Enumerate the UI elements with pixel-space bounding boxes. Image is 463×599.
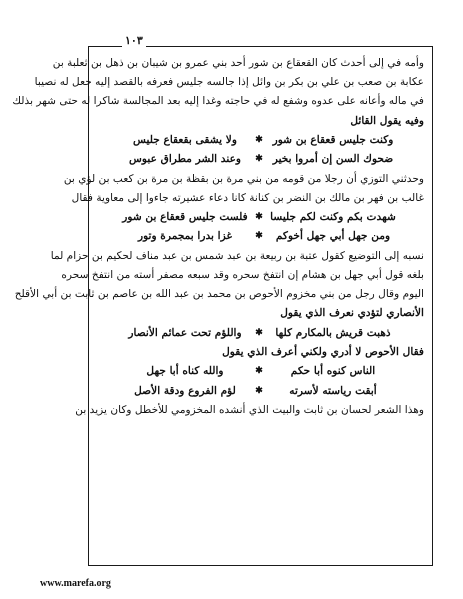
text-line: الأنصاري لتؤدي نعرف الذي يقول (280, 307, 424, 320)
verse-separator-star: ✱ (255, 212, 263, 223)
verse-first-hemistich: شهدت بكم وكنت لكم جليسا (270, 211, 396, 224)
verse-line (94, 227, 424, 246)
text-line: وفيه يقول القائل (350, 114, 424, 127)
verse-second-hemistich: ولا يشقى بقعقاع جليس (133, 133, 237, 146)
text-line: اليوم وقال رجل من بني مخزوم الأحوص بن محمد بن عبد الله بن عاصم بن ثابت بن أبي الأقلح (14, 288, 424, 301)
verse-first-hemistich: أبقت رياسته لأسرته (289, 384, 377, 397)
verse-separator-star: ✱ (255, 366, 263, 377)
text-line: وهذا الشعر لحسان بن ثابت والبيت الذي أنشده المخزومي للأخطل وكان يزيد بن (75, 404, 424, 417)
verse-line (94, 382, 424, 401)
text-line: فقال الأحوص لا أدري ولكني أعرف الذي يقول (222, 346, 424, 359)
verse-line (94, 324, 424, 343)
verse-separator-star: ✱ (255, 231, 263, 242)
footer-url: www.marefa.org (40, 578, 111, 589)
verse-separator-star: ✱ (255, 327, 263, 338)
text-line: وحدثني التوزي أن رجلا من قومه من بني مرة بن بقظة بن مرة بن كعب بن لؤي بن (63, 172, 424, 185)
page-number: ١٠٣ (122, 34, 146, 47)
verse-first-hemistich: ذهبت قريش بالمكارم كلها (275, 326, 391, 339)
text-line: في ماله وأعانه على عدوه وشفع له في حاجته وغدا إليه بعد المجالسة شاكرا له حتى شهر بذلك (12, 95, 424, 108)
verse-separator-star: ✱ (255, 154, 263, 165)
text-line: غالب بن فهر بن مالك بن النضر بن كنانة كانا دعاء عشيرته جاءوا إلى معاوية فقال (71, 191, 424, 204)
verse-first-hemistich: ومن جهل أبي جهل أخوكم (275, 230, 391, 243)
verse-line (94, 362, 424, 381)
text-line: نسبه إلى التوضيع كقول عتبة بن ربيعة بن عبد شمس بن عبد مناف لحكيم بن حزام لما (50, 249, 424, 262)
verse-first-hemistich: وكنت جليس قعقاع بن شور (272, 133, 394, 146)
verse-line (94, 150, 424, 169)
text-line: عكابة بن صعب بن علي بن بكر بن وائل إذا جالسه جليس فعرفه بالقصد إليه جعل له نصيبا (34, 76, 424, 89)
verse-second-hemistich: غزا بدرا بمجمرة وتور (137, 230, 233, 243)
verse-second-hemistich: وعند الشر مطراق عبوس (128, 153, 242, 166)
verse-second-hemistich: واللؤم تحت عمائم الأنصار (128, 326, 242, 339)
verse-second-hemistich: فلست جليس قعقاع بن شور (122, 211, 248, 224)
text-body (12, 54, 424, 420)
verse-separator-star: ✱ (255, 385, 263, 396)
verse-line (94, 208, 424, 227)
verse-second-hemistich: والله كناه أبا جهل (146, 365, 224, 378)
text-line: وأمه في إلى أحدث كان القعقاع بن شور أحد بني عمرو بن شيبان بن ذهل بن ثعلبة بن (52, 57, 424, 69)
verse-line (94, 131, 424, 150)
verse-second-hemistich: لؤم الفروع ودقة الأصل (134, 384, 236, 397)
verse-first-hemistich: ضحوك السن إن أمروا بخير (272, 153, 394, 166)
text-line: بلغه قول أبي جهل بن هشام إن انتفخ سحره وقد سبعه مصفر أسته من انتفخ سحره (61, 269, 424, 282)
verse-separator-star: ✱ (255, 134, 263, 145)
verse-first-hemistich: الناس كنوه أبا حكم (290, 365, 376, 378)
